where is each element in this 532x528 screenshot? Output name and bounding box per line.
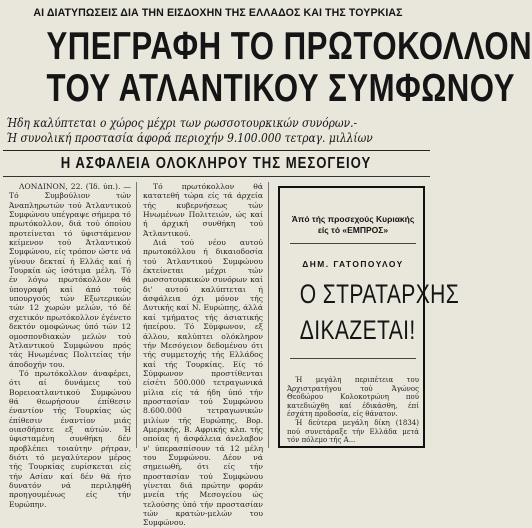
sidebar-source: Άπό τής προσεχούς Κυριακής είς τό «ΕΜΠΡΟΣ»	[291, 214, 415, 235]
kicker-heading: ΑΙ ΔΙΑΤΥΠΩΣΕΙΣ ΔΙΑ ΤΗΝ ΕΙΣΔΟΧΗΝ ΤΗΣ ΕΛΛΑΔΟΣ ΚΑΙ ΤΗΣ ΤΟΥΡΚΙΑΣ	[33, 7, 403, 19]
sidebar-rule	[290, 243, 416, 244]
article-column-2	[143, 182, 263, 528]
article-paragraph: ΛΟΝΔΙΝΟΝ, 22. (Ίδ. ύπ.). — Τό Συμβούλιον τών Άναπληρωτών τού Άτλαντικού Συμφώνου υπέγραψε σήμερα τό πρωτόκολλον, διά τού όποίου προτείνεται τό ύφιστάμενον κείμενον τού Άτλαντικού Συμφώνου, είς τρόπον ώστε νά γίνουν δεκταί ή Ελλάς καί ή Τουρκία ώς ίσότιμα μέλη. Τό έν λόγω πρωτόκολλον θά ύπογραφή καί άπό τούς υπουργούς τών Εξωτερικών τών 12 χωρών μελών, τό δέ σχετικόν πρωτόκολλον έγένετο δεκτόν ομοφώνως ύπό τών 12 ομοσπονδιακών μελών τού Άτλαντικού Συμφώνου πρός τάς Ηνωμένας Πολιτείας τήν άποδοχήν του.	[9, 182, 132, 369]
sidebar-paragraph: Ή δεύτερα μεγάλη δίκη (1834) πού συνετάραξε τήν Ελλάδα μετά τόν πόλεμο τής Α...	[287, 418, 419, 445]
section-rule-bottom	[3, 176, 430, 177]
subheadline-1: Ήδη καλύπτεται ο χώρος μέχρι των ρωσσοτουρκικών συνόρων.-	[6, 115, 358, 130]
column-divider	[268, 182, 269, 448]
article-paragraph: Διά τού νέου αυτού πρωτοκόλλου ή δικαιοδοσία τού Άτλαντικού Συμφώνου έκτείνεται μέχρι τών ρωσσοτουρκικών συνόρων καί δι' αυτού καλύπτεται ή άσφάλεια όχι μόνον τής Δυτικής καί Ν. Ευρώπης, άλλά καί τμήματος τής άσιατικής ήπείρου. Τό Σύμφωνον, εξ άλλου, καλύπτει ολόκληρον τήν Μεσόγειον δεδομένου ότι τής συμμετοχής τής Ελλάδος καί τής Τουρκίας. Είς τό Σύμφωνον προστίθενται είσέτι 500.000 τετραγωνικά μίλια είς τά ήδη ύπό τήν προστασίαν τού Συμφώνου 8.600.000 τετραγωνικών μιλίων τής Ευρώπης, Βορ. Αμερικής, Β. Αφρικής κλπ. τής οποίας ή άσφάλεια άνελαβον ν' ύπερασπίσουν τά 12 μέλη του Συμφώνου. Δέον νά σημειωθή, ότι είς τήν προστασίαν τού Συμφώνου γίνεται διά πρώτην φοράν μνεία τής Μεσογείου ώς τελούσης ύπό τήν προστασίαν τών κρατών-μελών του Συμφώνου.	[143, 238, 263, 528]
sidebar-title-line-1: Ο ΣΤΡΑΤΑΡΧΗΣ	[299, 279, 460, 309]
sidebar-title-line-2: ΔΙΚΑΖΕΤΑΙ!	[299, 315, 416, 345]
main-headline-line-2: ΤΟΥ ΑΤΛΑΝΤΙΚΟΥ ΣΥΜΦΩΝΟΥ	[46, 67, 515, 110]
article-column-1	[9, 182, 131, 509]
article-paragraph: Τό πρωτόκολλον άναφέρει, ότι αί δυνάμεις τού Βορειοατλαντικού Συμφώνου θά θεωρήσουν έπίθεσιν έναντίον τής Τουρκίας ώς έπίθεσιν έναντίον μιάς οιασδήποτε εξ αύτών. Ή ύφισταμένη συνθήκη δέν προβλέπει τοιαύτην ρήτραν, διότι τό μεγαλύτερον μέρος τής Τουρκίας ευρίσκεται είς τήν Ασίαν καί δέν θά ήτο δυνατόν νά περιληφθή προηγουμένως είς τήν Ευρώπην.	[9, 368, 131, 509]
column-divider	[136, 182, 137, 448]
section-rule-top	[3, 150, 430, 151]
sidebar-body	[287, 376, 419, 445]
subheadline-2: Ή συνολική προστασία άφορά περιοχήν 9.100.000 τετραγ. μιλλίων	[6, 130, 373, 145]
article-paragraph: Τό πρωτόκολλον θά κατατεθή τώρα είς τά άρχεία τής κυβερνήσεως τών Ηνωμένων Πολιτειών, ώς καί ή άρχική συνθήκη τού Άτλαντικού.	[143, 182, 263, 238]
section-title: Η ΑΣΦΑΛΕΙΑ ΟΛΟΚΛΗΡΟΥ ΤΗΣ ΜΕΣΟΓΕΙΟΥ	[60, 155, 372, 172]
sidebar-paragraph: Ή μεγάλη περιπέτεια του Άρχιστρατήγου τού Άγώνος Θεοδώρου Κολοκοτρώνη πού κατεδιώχθη καί έδικάσθη, έπί έσχάτη προδοσία, είς θάνατον.	[287, 376, 419, 419]
sidebar-byline: ΔΗΜ. ΓΑΤΟΠΟΥΛΟΥ	[302, 259, 404, 269]
main-headline-line-1: ΥΠΕΓΡΑΦΗ ΤΟ ΠΡΩΤΟΚΟΛΛΟΝ	[46, 25, 532, 68]
sidebar-rule	[290, 358, 416, 359]
